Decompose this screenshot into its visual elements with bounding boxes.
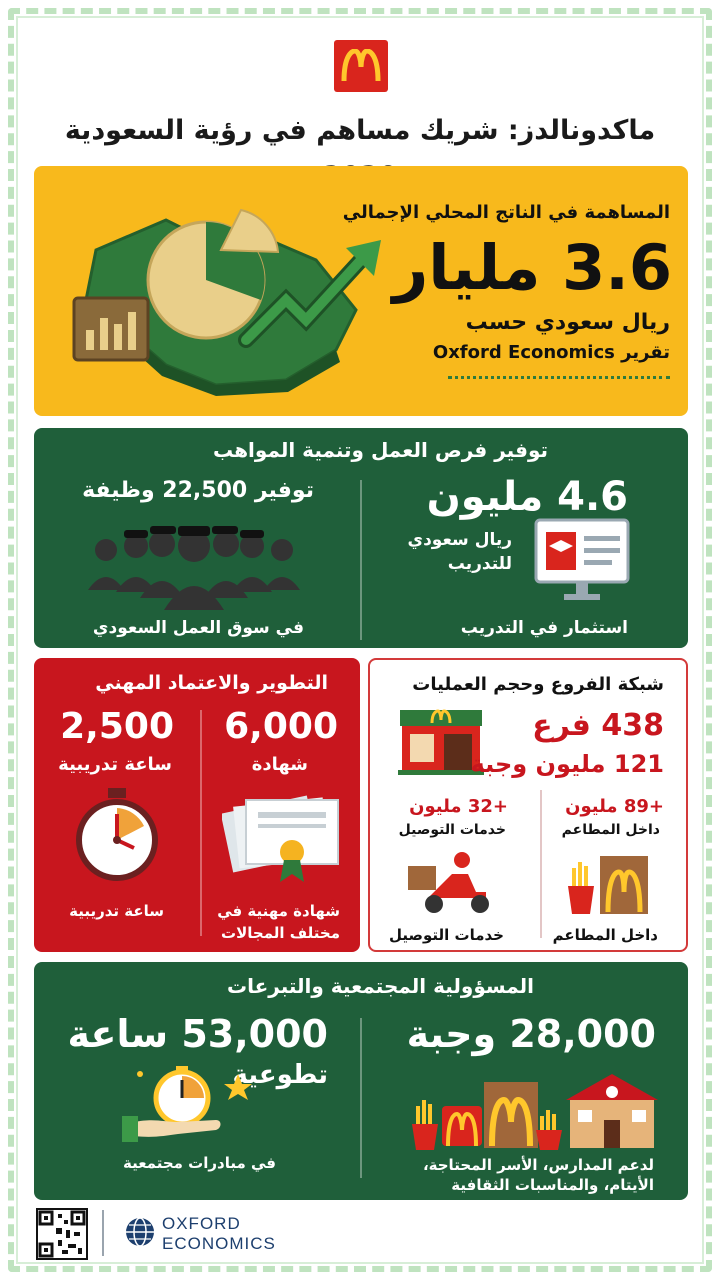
dine-label: داخل المطاعم [561,822,660,838]
hours-caption: ساعة تدريبية [69,902,164,920]
jobs-heading: توفير فرص العمل وتنمية المواهب [213,438,548,462]
training-caption: استثمار في التدريب [460,618,628,638]
development-divider [200,710,202,936]
training-value: 4.6 مليون [426,474,628,520]
csr-hours-value: 53,000 ساعة [67,1012,328,1056]
network-divider [540,790,542,938]
gdp-currency: ريال سعودي حسب [465,310,670,335]
oxford-globe-icon [124,1216,156,1248]
partner-line-2: ECONOMICS [162,1234,276,1253]
cert-unit: شهادة [251,754,308,775]
volunteer-time-icon [120,1060,260,1144]
development-heading: التطوير والاعتماد المهني [95,672,328,694]
delivery-scooter-icon [404,850,494,916]
csr-hours-unit: تطوعية [232,1060,328,1090]
gdp-source: تقرير Oxford Economics [432,342,670,363]
training-monitor-icon [534,518,630,604]
fries-bag-icon [564,850,654,916]
cert-caption-1: شهادة مهنية في [217,902,340,920]
stopwatch-icon [74,786,160,882]
mcdonalds-logo [334,40,388,92]
qr-code-icon[interactable] [36,1208,88,1260]
csr-hours-caption: في مبادرات مجتمعية [123,1154,276,1172]
csr-panel [34,962,688,1200]
jobs-caption: في سوق العمل السعودي [92,618,304,638]
csr-divider [360,1018,362,1178]
employees-group-icon [84,520,304,610]
hours-value: 2,500 [60,706,174,747]
gdp-panel [34,166,688,416]
hours-unit: ساعة تدريبية [58,754,172,775]
development-panel [34,658,360,952]
meals-value: 121 مليون وجبة [470,750,664,778]
network-heading: شبكة الفروع وحجم العمليات [412,674,664,695]
delivery-value: +32 مليون [409,796,508,817]
dine-value: +89 مليون [565,796,664,817]
branches-value: 438 فرع [532,708,664,743]
training-unit-1: ريال سعودي [407,530,512,550]
jobs-divider [360,480,362,640]
network-panel [368,658,688,952]
jobs-value: توفير 22,500 وظيفة [82,478,314,503]
certificate-icon [222,786,342,886]
page-title: ماكدونالدز: شريك مساهم في رؤية السعودية [64,115,656,146]
training-unit-2: للتدريب [447,554,512,574]
saudi-map-growth-chart-icon [56,190,386,400]
footer-divider [102,1210,104,1256]
csr-meals-caption-2: الأيتام، والمناسبات الثقافية [451,1176,654,1194]
mcdonalds-arches-icon [341,49,381,83]
delivery-caption: خدمات التوصيل [389,926,504,944]
delivery-label: خدمات التوصيل [398,822,506,838]
school-meals-icon [412,1066,660,1152]
jobs-panel [34,428,688,648]
cert-caption-2: مختلف المجالات [221,924,340,942]
cert-value: 6,000 [224,706,338,747]
partner-line-1: OXFORD [162,1214,241,1233]
gdp-label: المساهمة في الناتج المحلي الإجمالي [342,202,670,223]
csr-meals-caption-1: لدعم المدارس، الأسر المحتاجة، [422,1156,654,1174]
csr-heading: المسؤولية المجتمعية والتبرعات [226,974,534,998]
dine-caption: داخل المطاعم [552,926,658,944]
gdp-value: 3.6 مليار [392,231,672,304]
csr-meals-value: 28,000 وجبة [406,1012,656,1056]
decorative-zigzag [448,376,670,382]
partner-logo-text [162,1214,276,1254]
